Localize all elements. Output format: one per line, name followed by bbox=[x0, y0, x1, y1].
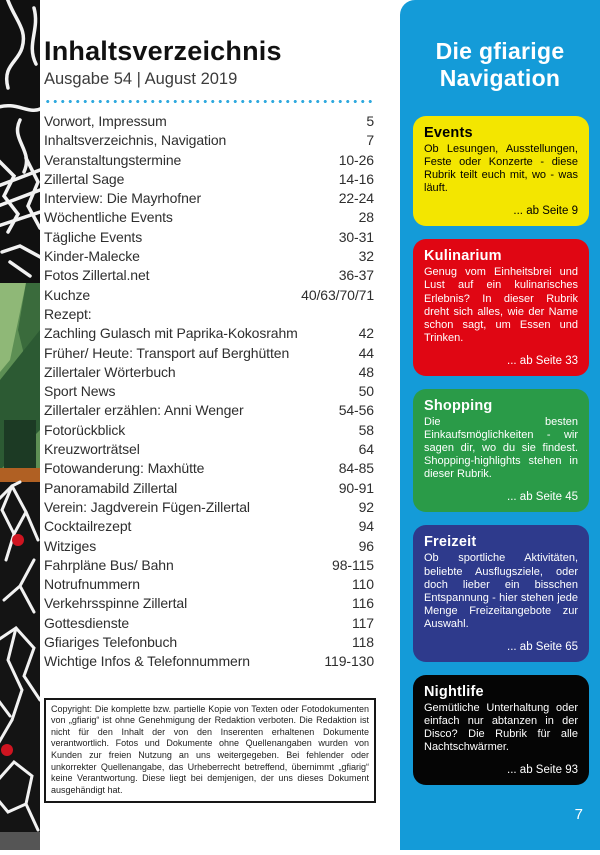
toc-entry-pages: 40/63/70/71 bbox=[301, 286, 374, 303]
toc-entry-label: Cocktailrezept bbox=[44, 518, 132, 535]
toc-entry bbox=[44, 228, 374, 247]
nav-section-page-ref: ... ab Seite 45 bbox=[507, 491, 578, 504]
toc-entry-pages: 84-85 bbox=[338, 460, 374, 477]
toc-entry-pages: 64 bbox=[358, 441, 374, 458]
toc-entry-pages: 44 bbox=[358, 344, 374, 361]
toc-entry-label: Zachling Gulasch mit Paprika-Kokosrahm bbox=[44, 325, 298, 342]
page-title: Inhaltsverzeichnis bbox=[44, 36, 282, 66]
toc-entry bbox=[44, 247, 374, 266]
toc-entry-pages: 14-16 bbox=[338, 170, 374, 187]
toc-entry-label: Fotowanderung: Maxhütte bbox=[44, 460, 205, 477]
toc-entry bbox=[44, 401, 374, 420]
toc-entry-pages: 28 bbox=[358, 209, 374, 226]
nav-section-title: Kulinarium bbox=[424, 248, 502, 265]
toc-entry-pages: 5 bbox=[366, 113, 374, 129]
toc-entry-label: Wichtige Infos & Telefonnummern bbox=[44, 653, 250, 670]
toc-entry-pages: 98-115 bbox=[332, 556, 374, 573]
toc-entry bbox=[44, 208, 374, 227]
toc-entry-label: Notrufnummern bbox=[44, 576, 140, 593]
toc-entry-label: Rezept: bbox=[44, 305, 92, 322]
nav-section-text: Ob sportliche Aktivitäten, beliebte Ausflugsziele, oder doch lieber ein bisschen Entspannung - hier stehen jede Menge Freizeitangebote zur Auswahl. bbox=[424, 552, 578, 630]
toc-entry bbox=[44, 286, 374, 305]
toc-entry bbox=[44, 594, 374, 613]
navigation-sidebar bbox=[400, 0, 600, 850]
nav-section-title: Events bbox=[424, 125, 473, 141]
red-dot-marker bbox=[12, 534, 24, 546]
toc-entry-label: Sport News bbox=[44, 383, 116, 400]
toc-entry bbox=[44, 170, 374, 189]
toc-entry bbox=[44, 189, 374, 208]
nav-section-title: Freizeit bbox=[424, 534, 477, 551]
nav-section-page-ref: ... ab Seite 65 bbox=[507, 640, 578, 653]
toc-entry-label: Zillertal Sage bbox=[44, 170, 125, 187]
toc-content-column bbox=[40, 0, 400, 850]
chalk-map-image bbox=[0, 0, 40, 850]
toc-entry-pages: 54-56 bbox=[338, 402, 374, 419]
toc-entry-label: Kuchze bbox=[44, 286, 91, 303]
toc-entry bbox=[44, 421, 374, 440]
nav-section-page-ref: ... ab Seite 9 bbox=[513, 205, 578, 218]
toc-entry-pages: 36-37 bbox=[338, 267, 374, 284]
toc-entry-pages: 22-24 bbox=[338, 190, 374, 207]
nav-section-box bbox=[413, 525, 589, 662]
nav-section-title: Nightlife bbox=[424, 683, 484, 700]
toc-entry-label: Kinder-Malecke bbox=[44, 248, 140, 265]
toc-entry-label: Fotos Zillertal.net bbox=[44, 267, 150, 284]
toc-entry-label: Gottesdienste bbox=[44, 614, 130, 631]
dotted-divider bbox=[44, 98, 374, 103]
toc-entry-label: Fotorückblick bbox=[44, 421, 126, 438]
toc-entry-label: Vorwort, Impressum bbox=[44, 113, 167, 129]
toc-entry-pages: 117 bbox=[351, 614, 374, 631]
toc-entry bbox=[44, 324, 374, 343]
red-dot-marker bbox=[1, 744, 13, 756]
toc-entry-label: Früher/ Heute: Transport auf Berghütten bbox=[44, 344, 290, 361]
nav-section-box bbox=[413, 389, 589, 512]
page-number: 7 bbox=[574, 806, 583, 823]
toc-entry-pages: 94 bbox=[358, 518, 374, 535]
nav-section-box bbox=[413, 239, 589, 376]
nav-section-page-ref: ... ab Seite 93 bbox=[507, 764, 578, 777]
toc-entry-pages: 90-91 bbox=[338, 479, 374, 496]
toc-entry bbox=[44, 652, 374, 671]
toc-entry-pages: 32 bbox=[358, 248, 374, 265]
toc-entry-pages: 48 bbox=[358, 363, 374, 380]
toc-entry-label: Tägliche Events bbox=[44, 228, 143, 245]
toc-entry bbox=[44, 633, 374, 652]
toc-entry bbox=[44, 517, 374, 536]
toc-entry-pages: 30-31 bbox=[338, 228, 374, 245]
nav-section-title: Shopping bbox=[424, 397, 493, 414]
toc-entry bbox=[44, 459, 374, 478]
toc-entry-label: Verein: Jagdverein Fügen-Zillertal bbox=[44, 498, 250, 515]
toc-entry bbox=[44, 556, 374, 575]
toc-entry-label: Zillertaler Wörterbuch bbox=[44, 363, 176, 380]
nav-section-text: Genug vom Einheitsbrei und Lust auf ein kulinarisches Erlebnis? In dieser Rubrik dreht sich alles, wie der Name schon sagt, um Essen und Trinken. bbox=[424, 266, 578, 344]
left-photo-strip bbox=[0, 0, 40, 850]
toc-entry-pages: 10-26 bbox=[338, 151, 374, 168]
nav-sections bbox=[400, 116, 600, 785]
toc-entry-pages: 58 bbox=[358, 421, 374, 438]
toc-entry-pages: 92 bbox=[358, 498, 374, 515]
toc-entry bbox=[44, 151, 374, 170]
toc-entry bbox=[44, 344, 374, 363]
toc-entry-label: Interview: Die Mayrhofner bbox=[44, 190, 202, 207]
toc-entry-label: Kreuzworträtsel bbox=[44, 441, 140, 458]
toc-entry-pages: 110 bbox=[351, 576, 374, 593]
toc-entry bbox=[44, 266, 374, 285]
toc-entry-label: Witziges bbox=[44, 537, 97, 554]
toc-entry-label: Panoramabild Zillertal bbox=[44, 479, 178, 496]
toc-entry bbox=[44, 131, 374, 150]
nav-section-text: Gemütliche Unterhaltung oder einfach nur abtanzen in der Disco? Die Rubrik für alle Nachtschwärmer. bbox=[424, 701, 578, 754]
toc-entry-pages: 116 bbox=[351, 595, 374, 612]
toc-list bbox=[44, 112, 374, 672]
toc-entry-label: Zillertaler erzählen: Anni Wenger bbox=[44, 402, 244, 419]
nav-section-box bbox=[413, 675, 589, 785]
toc-entry-label: Verkehrsspinne Zillertal bbox=[44, 595, 188, 612]
toc-entry bbox=[44, 363, 374, 382]
toc-entry bbox=[44, 305, 374, 324]
toc-entry-label: Veranstaltungstermine bbox=[44, 151, 182, 168]
toc-entry-pages: 119-130 bbox=[324, 653, 374, 670]
toc-entry bbox=[44, 479, 374, 498]
toc-entry-label: Gfiariges Telefonbuch bbox=[44, 634, 178, 651]
toc-entry-pages: 118 bbox=[351, 634, 374, 651]
toc-entry bbox=[44, 498, 374, 517]
toc-entry bbox=[44, 440, 374, 459]
nav-section-box bbox=[413, 116, 589, 226]
toc-entry-pages: 50 bbox=[358, 383, 374, 400]
issue-subtitle: Ausgabe 54 | August 2019 bbox=[44, 70, 238, 88]
toc-entry bbox=[44, 575, 374, 594]
toc-entry-label: Fahrpläne Bus/ Bahn bbox=[44, 556, 174, 573]
nav-section-text: Ob Lesungen, Ausstellungen, Feste oder Konzerte - diese Rubrik teilt euch mit, wo - was läuft. bbox=[424, 143, 578, 195]
copyright-box: Copyright: Die komplette bzw. partielle Kopie von Texten oder Fotodokumenten von „gfiarig“ ist ohne Genehmigung der Redaktion verboten. Die Redaktion ist nicht für den Inhalt der von den Inserenten erhaltenen Dokumente verantwortlich. Fotos und Dokumente ohne Quellenangaben wurden von Kunden zur freien Nutzung an uns weitergegeben. Bei fehlender oder unkorrekter Quellenangabe, das Urheberrecht betreffend, übernimmt „gfiarig“ keine Verantwortung. Diese liegt bei demjenigen, der uns dieses Dokument ausgehändigt hat. bbox=[44, 698, 376, 804]
toc-entry-pages: 7 bbox=[366, 132, 374, 149]
toc-entry bbox=[44, 112, 374, 131]
sidebar-heading: Die gfiarige Navigation bbox=[435, 38, 565, 91]
toc-entry-pages: 42 bbox=[358, 325, 374, 342]
toc-entry-label: Inhaltsverzeichnis, Navigation bbox=[44, 132, 227, 149]
nav-section-page-ref: ... ab Seite 33 bbox=[507, 354, 578, 367]
toc-entry-label: Wöchentliche Events bbox=[44, 209, 173, 226]
toc-entry-pages: 96 bbox=[358, 537, 374, 554]
toc-entry bbox=[44, 537, 374, 556]
toc-entry bbox=[44, 382, 374, 401]
toc-entry bbox=[44, 614, 374, 633]
nav-section-text: Die besten Einkaufsmöglichkeiten - wir sagen dir, wo du sie findest. Shopping-highlights stehen in dieser Rubrik. bbox=[424, 415, 578, 481]
